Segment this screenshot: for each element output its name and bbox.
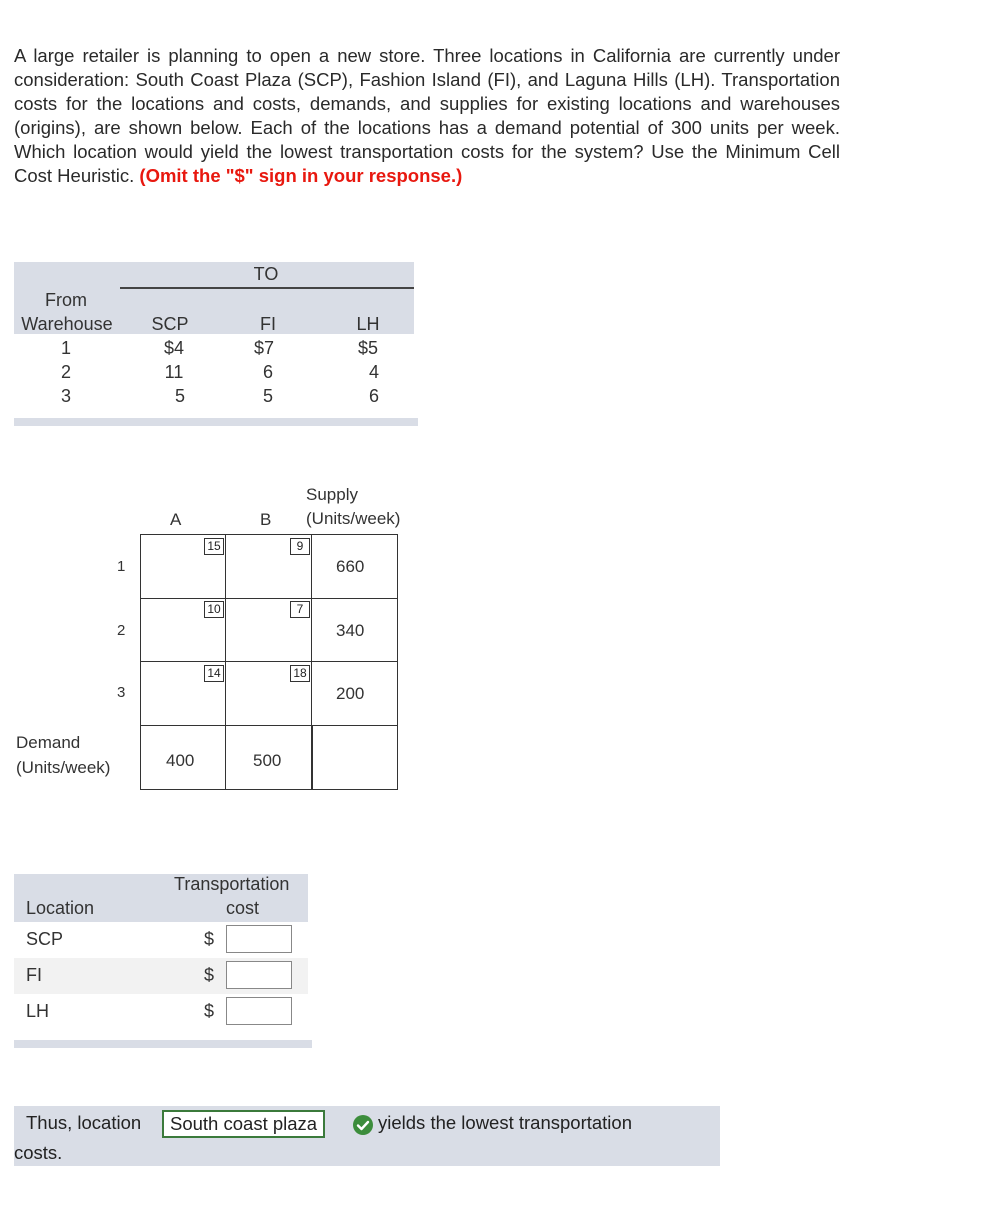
cost-3-lh: 6 (368, 386, 379, 406)
location-table-bottom-bar (14, 1040, 312, 1048)
conclusion-prefix: Thus, location (26, 1112, 142, 1133)
cost-box: 18 (290, 665, 310, 682)
location-row (14, 922, 308, 958)
question-text (14, 44, 840, 188)
cost-1-scp: $4 (163, 338, 185, 358)
demand-a: 400 (166, 751, 195, 770)
supply-1: 660 (336, 557, 365, 576)
to-label: TO (253, 264, 279, 284)
cost-1-fi: $7 (253, 338, 275, 358)
warehouse-1: 1 (60, 338, 71, 358)
cost-table-bottom-bar (14, 418, 418, 426)
grid-cell (311, 725, 398, 790)
header-transport-cost-2: cost (226, 898, 260, 918)
supply-2: 340 (336, 621, 365, 640)
cost-2-scp: 11 (164, 362, 184, 382)
location-row (14, 958, 308, 994)
demand-label-2: (Units/week) (16, 758, 111, 777)
supply-label-2: (Units/week) (306, 509, 401, 528)
from-label: From (45, 290, 87, 310)
cost-2-lh: 4 (368, 362, 379, 382)
dollar-sign: $ (204, 1001, 215, 1021)
location-fi: FI (26, 965, 42, 985)
col-lh: LH (356, 314, 380, 334)
location-lh: LH (26, 1001, 50, 1021)
grid-row-1-label: 1 (117, 558, 126, 575)
scp-cost-input[interactable] (226, 925, 292, 953)
cost-box: 9 (290, 538, 310, 555)
col-scp: SCP (151, 314, 189, 334)
grid-col-a: A (170, 510, 182, 529)
to-underline (120, 287, 414, 289)
location-scp: SCP (26, 929, 64, 949)
supply-3: 200 (336, 684, 365, 703)
cost-box: 14 (204, 665, 224, 682)
cost-box: 15 (204, 538, 224, 555)
grid-row-2-label: 2 (117, 622, 126, 639)
supply-label-1: Supply (306, 485, 358, 504)
cost-box: 7 (290, 601, 310, 618)
warehouse-label: Warehouse (21, 314, 113, 334)
cost-box: 10 (204, 601, 224, 618)
location-select[interactable]: South coast plaza (162, 1110, 325, 1138)
dollar-sign: $ (204, 929, 215, 949)
location-table (14, 874, 312, 1048)
cost-1-lh: $5 (357, 338, 379, 358)
warehouse-3: 3 (60, 386, 71, 406)
col-fi: FI (260, 314, 276, 334)
conclusion-box (14, 1106, 720, 1166)
conclusion-suffix2: costs. (14, 1142, 63, 1163)
warehouse-2: 2 (60, 362, 71, 382)
cost-table (14, 262, 418, 426)
location-row (14, 994, 308, 1030)
cost-3-fi: 5 (262, 386, 273, 406)
demand-b: 500 (253, 751, 282, 770)
check-circle-icon (352, 1114, 374, 1136)
conclusion-suffix: yields the lowest transportation (378, 1112, 632, 1133)
fi-cost-input[interactable] (226, 961, 292, 989)
header-transport-cost-1: Transportation (174, 874, 290, 894)
grid-row-3-label: 3 (117, 684, 126, 701)
question-note: (Omit the "$" sign in your response.) (139, 165, 463, 186)
lh-cost-input[interactable] (226, 997, 292, 1025)
question-body: A large retailer is planning to open a new store. Three locations in California are currently under consideration: South Coast Plaza (SCP), Fashion Island (FI), and Laguna Hills (LH). Transportation costs for the locations and costs, demands, and supplies for existing locations and warehouses (origins), are shown below. Each of the locations has a demand potential of 300 units per week. Which location would yield the lowest transportation costs for the system? Use the Minimum Cell Cost Heuristic. (14, 45, 840, 186)
cost-3-scp: 5 (174, 386, 185, 406)
dollar-sign: $ (204, 965, 215, 985)
header-location: Location (26, 898, 95, 918)
demand-label-1: Demand (16, 733, 81, 752)
grid-col-b: B (260, 510, 272, 529)
cost-2-fi: 6 (262, 362, 273, 382)
